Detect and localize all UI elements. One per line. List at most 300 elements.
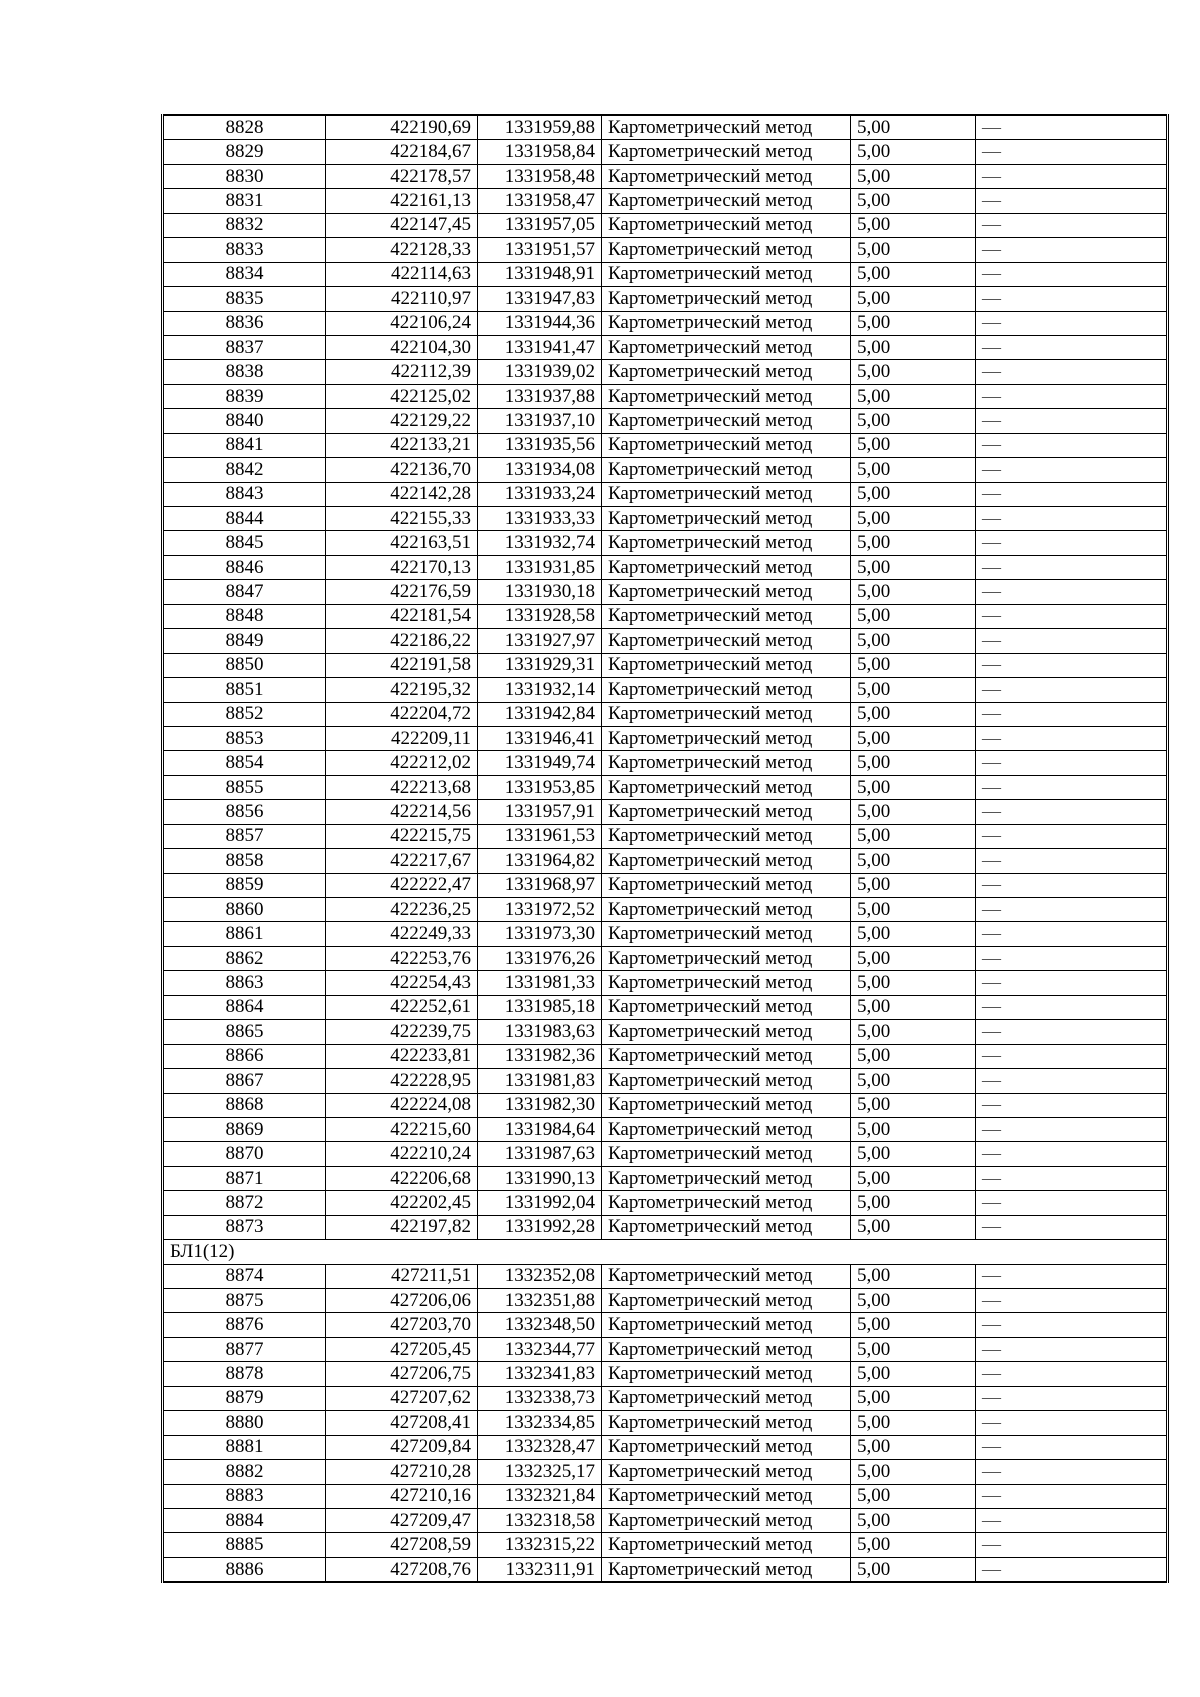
- y-coordinate-cell: 1331927,97: [478, 629, 602, 653]
- note-cell: —: [976, 433, 1168, 457]
- method-cell: Картометрический метод: [602, 507, 851, 531]
- x-coordinate-cell: 422249,33: [326, 922, 478, 946]
- method-cell: Картометрический метод: [602, 629, 851, 653]
- note-cell: —: [976, 1557, 1168, 1582]
- y-coordinate-cell: 1331992,28: [478, 1215, 602, 1239]
- accuracy-cell: 5,00: [851, 262, 976, 286]
- y-coordinate-cell: 1331946,41: [478, 726, 602, 750]
- accuracy-cell: 5,00: [851, 971, 976, 995]
- x-coordinate-cell: 422202,45: [326, 1191, 478, 1215]
- method-cell: Картометрический метод: [602, 580, 851, 604]
- table-row: [163, 1020, 1168, 1044]
- table-row: [163, 1508, 1168, 1532]
- x-coordinate-cell: 427205,45: [326, 1337, 478, 1361]
- point-number-cell: 8841: [163, 433, 326, 457]
- table-row: [163, 1313, 1168, 1337]
- method-cell: Картометрический метод: [602, 1191, 851, 1215]
- table-row: [163, 507, 1168, 531]
- note-cell: —: [976, 849, 1168, 873]
- point-number-cell: 8872: [163, 1191, 326, 1215]
- point-number-cell: 8881: [163, 1435, 326, 1459]
- note-cell: —: [976, 1362, 1168, 1386]
- note-cell: —: [976, 482, 1168, 506]
- table-row: [163, 1484, 1168, 1508]
- y-coordinate-cell: 1331937,88: [478, 384, 602, 408]
- method-cell: Картометрический метод: [602, 189, 851, 213]
- accuracy-cell: 5,00: [851, 873, 976, 897]
- table-row: [163, 1386, 1168, 1410]
- note-cell: —: [976, 1508, 1168, 1532]
- point-number-cell: 8848: [163, 604, 326, 628]
- y-coordinate-cell: 1331953,85: [478, 775, 602, 799]
- y-coordinate-cell: 1331933,24: [478, 482, 602, 506]
- accuracy-cell: 5,00: [851, 1337, 976, 1361]
- method-cell: Картометрический метод: [602, 287, 851, 311]
- accuracy-cell: 5,00: [851, 238, 976, 262]
- point-number-cell: 8854: [163, 751, 326, 775]
- method-cell: Картометрический метод: [602, 946, 851, 970]
- note-cell: —: [976, 1069, 1168, 1093]
- x-coordinate-cell: 427209,47: [326, 1508, 478, 1532]
- y-coordinate-cell: 1331964,82: [478, 849, 602, 873]
- accuracy-cell: 5,00: [851, 531, 976, 555]
- table-row: [163, 360, 1168, 384]
- method-cell: Картометрический метод: [602, 1264, 851, 1288]
- note-cell: —: [976, 1215, 1168, 1239]
- y-coordinate-cell: 1331935,56: [478, 433, 602, 457]
- point-number-cell: 8844: [163, 507, 326, 531]
- y-coordinate-cell: 1331984,64: [478, 1117, 602, 1141]
- note-cell: —: [976, 1484, 1168, 1508]
- point-number-cell: 8870: [163, 1142, 326, 1166]
- x-coordinate-cell: 422176,59: [326, 580, 478, 604]
- note-cell: —: [976, 1337, 1168, 1361]
- accuracy-cell: 5,00: [851, 1166, 976, 1190]
- method-cell: Картометрический метод: [602, 482, 851, 506]
- y-coordinate-cell: 1331958,48: [478, 164, 602, 188]
- method-cell: Картометрический метод: [602, 164, 851, 188]
- table-row: [163, 1142, 1168, 1166]
- accuracy-cell: 5,00: [851, 482, 976, 506]
- x-coordinate-cell: 422178,57: [326, 164, 478, 188]
- y-coordinate-cell: 1332344,77: [478, 1337, 602, 1361]
- note-cell: —: [976, 1166, 1168, 1190]
- x-coordinate-cell: 422215,60: [326, 1117, 478, 1141]
- y-coordinate-cell: 1331987,63: [478, 1142, 602, 1166]
- x-coordinate-cell: 422181,54: [326, 604, 478, 628]
- point-number-cell: 8885: [163, 1533, 326, 1557]
- accuracy-cell: 5,00: [851, 800, 976, 824]
- y-coordinate-cell: 1331929,31: [478, 653, 602, 677]
- point-number-cell: 8860: [163, 898, 326, 922]
- table-row: [163, 409, 1168, 433]
- table-row: [163, 1093, 1168, 1117]
- accuracy-cell: 5,00: [851, 1020, 976, 1044]
- y-coordinate-cell: 1331982,36: [478, 1044, 602, 1068]
- note-cell: —: [976, 1093, 1168, 1117]
- x-coordinate-cell: 422142,28: [326, 482, 478, 506]
- point-number-cell: 8845: [163, 531, 326, 555]
- accuracy-cell: 5,00: [851, 1411, 976, 1435]
- method-cell: Картометрический метод: [602, 1117, 851, 1141]
- x-coordinate-cell: 427209,84: [326, 1435, 478, 1459]
- x-coordinate-cell: 422106,24: [326, 311, 478, 335]
- note-cell: —: [976, 335, 1168, 359]
- point-number-cell: 8875: [163, 1289, 326, 1313]
- table-row: [163, 458, 1168, 482]
- accuracy-cell: 5,00: [851, 898, 976, 922]
- y-coordinate-cell: 1331947,83: [478, 287, 602, 311]
- x-coordinate-cell: 427207,62: [326, 1386, 478, 1410]
- y-coordinate-cell: 1332318,58: [478, 1508, 602, 1532]
- table-row: [163, 238, 1168, 262]
- accuracy-cell: 5,00: [851, 287, 976, 311]
- y-coordinate-cell: 1331941,47: [478, 335, 602, 359]
- table-row: [163, 1362, 1168, 1386]
- point-number-cell: 8834: [163, 262, 326, 286]
- accuracy-cell: 5,00: [851, 1093, 976, 1117]
- y-coordinate-cell: 1332321,84: [478, 1484, 602, 1508]
- accuracy-cell: 5,00: [851, 1313, 976, 1337]
- method-cell: Картометрический метод: [602, 1166, 851, 1190]
- point-number-cell: 8865: [163, 1020, 326, 1044]
- method-cell: Картометрический метод: [602, 1460, 851, 1484]
- note-cell: —: [976, 1142, 1168, 1166]
- y-coordinate-cell: 1332334,85: [478, 1411, 602, 1435]
- note-cell: —: [976, 189, 1168, 213]
- table-row: [163, 824, 1168, 848]
- point-number-cell: 8847: [163, 580, 326, 604]
- y-coordinate-cell: 1331992,04: [478, 1191, 602, 1215]
- y-coordinate-cell: 1331951,57: [478, 238, 602, 262]
- accuracy-cell: 5,00: [851, 189, 976, 213]
- x-coordinate-cell: 422195,32: [326, 678, 478, 702]
- method-cell: Картометрический метод: [602, 702, 851, 726]
- note-cell: —: [976, 775, 1168, 799]
- accuracy-cell: 5,00: [851, 409, 976, 433]
- x-coordinate-cell: 422224,08: [326, 1093, 478, 1117]
- note-cell: —: [976, 898, 1168, 922]
- table-row: [163, 580, 1168, 604]
- method-cell: Картометрический метод: [602, 1435, 851, 1459]
- x-coordinate-cell: 427210,16: [326, 1484, 478, 1508]
- y-coordinate-cell: 1331937,10: [478, 409, 602, 433]
- table-row: [163, 653, 1168, 677]
- note-cell: —: [976, 140, 1168, 164]
- accuracy-cell: 5,00: [851, 1484, 976, 1508]
- x-coordinate-cell: 422191,58: [326, 653, 478, 677]
- accuracy-cell: 5,00: [851, 629, 976, 653]
- x-coordinate-cell: 422136,70: [326, 458, 478, 482]
- note-cell: —: [976, 653, 1168, 677]
- x-coordinate-cell: 422210,24: [326, 1142, 478, 1166]
- table-row: [163, 1215, 1168, 1239]
- table-row: [163, 213, 1168, 237]
- note-cell: —: [976, 1313, 1168, 1337]
- y-coordinate-cell: 1331957,05: [478, 213, 602, 237]
- accuracy-cell: 5,00: [851, 995, 976, 1019]
- y-coordinate-cell: 1332351,88: [478, 1289, 602, 1313]
- x-coordinate-cell: 422186,22: [326, 629, 478, 653]
- note-cell: —: [976, 164, 1168, 188]
- accuracy-cell: 5,00: [851, 751, 976, 775]
- y-coordinate-cell: 1331930,18: [478, 580, 602, 604]
- accuracy-cell: 5,00: [851, 726, 976, 750]
- x-coordinate-cell: 422110,97: [326, 287, 478, 311]
- note-cell: —: [976, 726, 1168, 750]
- coordinates-table-body: [163, 115, 1168, 1582]
- point-number-cell: 8835: [163, 287, 326, 311]
- point-number-cell: 8866: [163, 1044, 326, 1068]
- table-row: [163, 971, 1168, 995]
- table-row: [163, 1069, 1168, 1093]
- point-number-cell: 8830: [163, 164, 326, 188]
- note-cell: —: [976, 1289, 1168, 1313]
- coordinates-table: [161, 114, 1169, 1583]
- point-number-cell: 8831: [163, 189, 326, 213]
- table-row: [163, 873, 1168, 897]
- y-coordinate-cell: 1331972,52: [478, 898, 602, 922]
- method-cell: Картометрический метод: [602, 1020, 851, 1044]
- point-number-cell: 8884: [163, 1508, 326, 1532]
- table-row: [163, 1411, 1168, 1435]
- method-cell: Картометрический метод: [602, 849, 851, 873]
- point-number-cell: 8837: [163, 335, 326, 359]
- point-number-cell: 8878: [163, 1362, 326, 1386]
- method-cell: Картометрический метод: [602, 140, 851, 164]
- point-number-cell: 8853: [163, 726, 326, 750]
- y-coordinate-cell: 1331990,13: [478, 1166, 602, 1190]
- accuracy-cell: 5,00: [851, 1386, 976, 1410]
- method-cell: Картометрический метод: [602, 1215, 851, 1239]
- method-cell: Картометрический метод: [602, 531, 851, 555]
- accuracy-cell: 5,00: [851, 360, 976, 384]
- accuracy-cell: 5,00: [851, 653, 976, 677]
- note-cell: —: [976, 678, 1168, 702]
- note-cell: —: [976, 629, 1168, 653]
- table-row: [163, 1166, 1168, 1190]
- note-cell: —: [976, 580, 1168, 604]
- y-coordinate-cell: 1331958,84: [478, 140, 602, 164]
- note-cell: —: [976, 971, 1168, 995]
- method-cell: Картометрический метод: [602, 458, 851, 482]
- y-coordinate-cell: 1331982,30: [478, 1093, 602, 1117]
- y-coordinate-cell: 1331942,84: [478, 702, 602, 726]
- x-coordinate-cell: 427206,75: [326, 1362, 478, 1386]
- table-row: [163, 1044, 1168, 1068]
- x-coordinate-cell: 422114,63: [326, 262, 478, 286]
- accuracy-cell: 5,00: [851, 1117, 976, 1141]
- y-coordinate-cell: 1332338,73: [478, 1386, 602, 1410]
- point-number-cell: 8836: [163, 311, 326, 335]
- point-number-cell: 8851: [163, 678, 326, 702]
- point-number-cell: 8867: [163, 1069, 326, 1093]
- note-cell: —: [976, 800, 1168, 824]
- method-cell: Картометрический метод: [602, 1533, 851, 1557]
- note-cell: —: [976, 824, 1168, 848]
- point-number-cell: 8886: [163, 1557, 326, 1582]
- table-row: [163, 335, 1168, 359]
- x-coordinate-cell: 422209,11: [326, 726, 478, 750]
- method-cell: Картометрический метод: [602, 555, 851, 579]
- x-coordinate-cell: 427203,70: [326, 1313, 478, 1337]
- table-row: [163, 995, 1168, 1019]
- point-number-cell: 8882: [163, 1460, 326, 1484]
- point-number-cell: 8849: [163, 629, 326, 653]
- note-cell: —: [976, 604, 1168, 628]
- y-coordinate-cell: 1332325,17: [478, 1460, 602, 1484]
- method-cell: Картометрический метод: [602, 604, 851, 628]
- note-cell: —: [976, 1533, 1168, 1557]
- y-coordinate-cell: 1331948,91: [478, 262, 602, 286]
- x-coordinate-cell: 422228,95: [326, 1069, 478, 1093]
- accuracy-cell: 5,00: [851, 1215, 976, 1239]
- point-number-cell: 8861: [163, 922, 326, 946]
- y-coordinate-cell: 1331961,53: [478, 824, 602, 848]
- table-row: [163, 555, 1168, 579]
- x-coordinate-cell: 422190,69: [326, 115, 478, 140]
- table-row: [163, 189, 1168, 213]
- point-number-cell: 8843: [163, 482, 326, 506]
- note-cell: —: [976, 360, 1168, 384]
- table-row: [163, 1557, 1168, 1582]
- point-number-cell: 8877: [163, 1337, 326, 1361]
- method-cell: Картометрический метод: [602, 898, 851, 922]
- note-cell: —: [976, 262, 1168, 286]
- table-row: [163, 946, 1168, 970]
- table-row: [163, 482, 1168, 506]
- table-row: [163, 1117, 1168, 1141]
- method-cell: Картометрический метод: [602, 238, 851, 262]
- table-row: [163, 800, 1168, 824]
- method-cell: Картометрический метод: [602, 1289, 851, 1313]
- method-cell: Картометрический метод: [602, 653, 851, 677]
- note-cell: —: [976, 995, 1168, 1019]
- point-number-cell: 8883: [163, 1484, 326, 1508]
- accuracy-cell: 5,00: [851, 702, 976, 726]
- y-coordinate-cell: 1331944,36: [478, 311, 602, 335]
- y-coordinate-cell: 1331928,58: [478, 604, 602, 628]
- section-label: БЛ1(12): [163, 1240, 1168, 1264]
- note-cell: —: [976, 311, 1168, 335]
- table-row: [163, 726, 1168, 750]
- note-cell: —: [976, 115, 1168, 140]
- y-coordinate-cell: 1331959,88: [478, 115, 602, 140]
- x-coordinate-cell: 422129,22: [326, 409, 478, 433]
- note-cell: —: [976, 1020, 1168, 1044]
- point-number-cell: 8863: [163, 971, 326, 995]
- x-coordinate-cell: 422125,02: [326, 384, 478, 408]
- accuracy-cell: 5,00: [851, 1460, 976, 1484]
- x-coordinate-cell: 427211,51: [326, 1264, 478, 1288]
- x-coordinate-cell: 422254,43: [326, 971, 478, 995]
- table-row: [163, 604, 1168, 628]
- table-row: [163, 849, 1168, 873]
- x-coordinate-cell: 422112,39: [326, 360, 478, 384]
- y-coordinate-cell: 1332328,47: [478, 1435, 602, 1459]
- note-cell: —: [976, 1191, 1168, 1215]
- y-coordinate-cell: 1331981,33: [478, 971, 602, 995]
- x-coordinate-cell: 427208,41: [326, 1411, 478, 1435]
- accuracy-cell: 5,00: [851, 1191, 976, 1215]
- accuracy-cell: 5,00: [851, 1362, 976, 1386]
- note-cell: —: [976, 1460, 1168, 1484]
- note-cell: —: [976, 1044, 1168, 1068]
- accuracy-cell: 5,00: [851, 115, 976, 140]
- note-cell: —: [976, 409, 1168, 433]
- method-cell: Картометрический метод: [602, 1386, 851, 1410]
- y-coordinate-cell: 1331983,63: [478, 1020, 602, 1044]
- x-coordinate-cell: 422147,45: [326, 213, 478, 237]
- x-coordinate-cell: 422104,30: [326, 335, 478, 359]
- accuracy-cell: 5,00: [851, 164, 976, 188]
- x-coordinate-cell: 422197,82: [326, 1215, 478, 1239]
- method-cell: Картометрический метод: [602, 1337, 851, 1361]
- y-coordinate-cell: 1331931,85: [478, 555, 602, 579]
- accuracy-cell: 5,00: [851, 849, 976, 873]
- method-cell: Картометрический метод: [602, 971, 851, 995]
- accuracy-cell: 5,00: [851, 384, 976, 408]
- note-cell: —: [976, 555, 1168, 579]
- point-number-cell: 8852: [163, 702, 326, 726]
- method-cell: Картометрический метод: [602, 1069, 851, 1093]
- table-row: [163, 311, 1168, 335]
- point-number-cell: 8855: [163, 775, 326, 799]
- point-number-cell: 8862: [163, 946, 326, 970]
- accuracy-cell: 5,00: [851, 1557, 976, 1582]
- table-row: [163, 433, 1168, 457]
- x-coordinate-cell: 422239,75: [326, 1020, 478, 1044]
- point-number-cell: 8876: [163, 1313, 326, 1337]
- point-number-cell: 8858: [163, 849, 326, 873]
- x-coordinate-cell: 422184,67: [326, 140, 478, 164]
- y-coordinate-cell: 1332311,91: [478, 1557, 602, 1582]
- note-cell: —: [976, 1411, 1168, 1435]
- accuracy-cell: 5,00: [851, 311, 976, 335]
- note-cell: —: [976, 1435, 1168, 1459]
- accuracy-cell: 5,00: [851, 678, 976, 702]
- accuracy-cell: 5,00: [851, 555, 976, 579]
- x-coordinate-cell: 422128,33: [326, 238, 478, 262]
- table-row: [163, 1191, 1168, 1215]
- method-cell: Картометрический метод: [602, 922, 851, 946]
- method-cell: Картометрический метод: [602, 1411, 851, 1435]
- x-coordinate-cell: 422170,13: [326, 555, 478, 579]
- x-coordinate-cell: 427210,28: [326, 1460, 478, 1484]
- method-cell: Картометрический метод: [602, 1313, 851, 1337]
- accuracy-cell: 5,00: [851, 1069, 976, 1093]
- method-cell: Картометрический метод: [602, 433, 851, 457]
- method-cell: Картометрический метод: [602, 678, 851, 702]
- accuracy-cell: 5,00: [851, 140, 976, 164]
- method-cell: Картометрический метод: [602, 335, 851, 359]
- accuracy-cell: 5,00: [851, 1264, 976, 1288]
- x-coordinate-cell: 422155,33: [326, 507, 478, 531]
- y-coordinate-cell: 1331957,91: [478, 800, 602, 824]
- table-row: [163, 751, 1168, 775]
- accuracy-cell: 5,00: [851, 1289, 976, 1313]
- point-number-cell: 8839: [163, 384, 326, 408]
- method-cell: Картометрический метод: [602, 115, 851, 140]
- x-coordinate-cell: 422233,81: [326, 1044, 478, 1068]
- method-cell: Картометрический метод: [602, 262, 851, 286]
- table-row: [163, 1435, 1168, 1459]
- x-coordinate-cell: 427208,76: [326, 1557, 478, 1582]
- table-row: [163, 1533, 1168, 1557]
- method-cell: Картометрический метод: [602, 800, 851, 824]
- note-cell: —: [976, 1386, 1168, 1410]
- note-cell: —: [976, 702, 1168, 726]
